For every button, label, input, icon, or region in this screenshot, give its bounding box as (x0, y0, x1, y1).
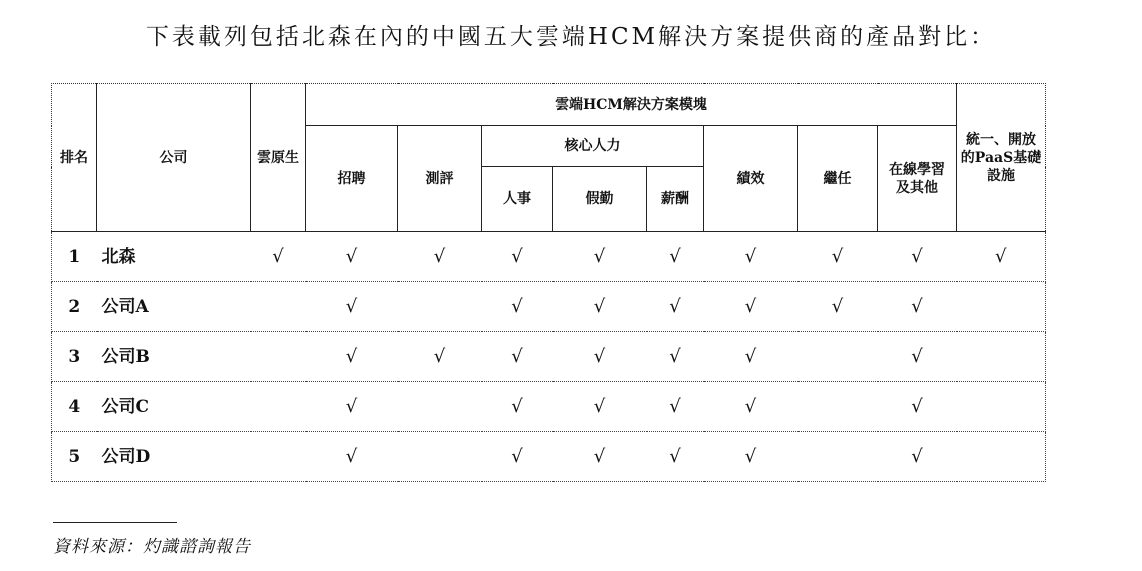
checkmark-cell: √ (398, 232, 482, 282)
rank-cell: 5 (52, 432, 97, 482)
checkmark-cell: √ (482, 282, 553, 332)
checkmark-cell: √ (878, 332, 957, 382)
checkmark-cell: √ (878, 382, 957, 432)
checkmark-cell: √ (306, 232, 398, 282)
checkmark-cell: √ (704, 282, 798, 332)
checkmark-cell: √ (306, 382, 398, 432)
table-row (52, 232, 1046, 282)
header-attendance: 假勤 (553, 167, 647, 232)
checkmark-cell: √ (878, 282, 957, 332)
checkmark-cell: √ (957, 232, 1046, 282)
checkmark-cell (398, 432, 482, 482)
header-recruit: 招聘 (306, 126, 398, 232)
header-paas: 統一、開放的PaaS基礎設施 (957, 84, 1046, 232)
rank-cell: 2 (52, 282, 97, 332)
rank-cell: 4 (52, 382, 97, 432)
company-cell: 北森 (97, 232, 251, 282)
checkmark-cell (251, 432, 306, 482)
header-assessment: 測評 (398, 126, 482, 232)
checkmark-cell (957, 382, 1046, 432)
table-row (52, 382, 1046, 432)
checkmark-cell (957, 282, 1046, 332)
checkmark-cell (798, 332, 878, 382)
header-performance: 績效 (704, 126, 798, 232)
rank-cell: 1 (52, 232, 97, 282)
table-row (52, 332, 1046, 382)
checkmark-cell: √ (306, 432, 398, 482)
checkmark-cell: √ (798, 232, 878, 282)
checkmark-cell: √ (482, 332, 553, 382)
checkmark-cell (957, 432, 1046, 482)
header-module-group: 雲端HCM解決方案模塊 (306, 84, 957, 126)
checkmark-cell: √ (306, 282, 398, 332)
header-personnel: 人事 (482, 167, 553, 232)
header-payroll: 薪酬 (647, 167, 704, 232)
table-row (52, 432, 1046, 482)
source-divider (53, 522, 177, 523)
checkmark-cell (798, 432, 878, 482)
checkmark-cell: √ (704, 332, 798, 382)
checkmark-cell (251, 382, 306, 432)
checkmark-cell (251, 332, 306, 382)
checkmark-cell: √ (306, 332, 398, 382)
company-cell: 公司D (97, 432, 251, 482)
table-row (52, 282, 1046, 332)
checkmark-cell: √ (482, 432, 553, 482)
checkmark-cell: √ (482, 232, 553, 282)
checkmark-cell: √ (704, 382, 798, 432)
checkmark-cell: √ (553, 332, 647, 382)
header-company: 公司 (97, 84, 251, 232)
company-cell: 公司A (97, 282, 251, 332)
checkmark-cell (798, 382, 878, 432)
rank-cell: 3 (52, 332, 97, 382)
checkmark-cell: √ (647, 232, 704, 282)
checkmark-cell: √ (878, 232, 957, 282)
checkmark-cell: √ (251, 232, 306, 282)
checkmark-cell: √ (553, 432, 647, 482)
header-rank: 排名 (52, 84, 97, 232)
checkmark-cell: √ (878, 432, 957, 482)
checkmark-cell: √ (398, 332, 482, 382)
checkmark-cell: √ (647, 332, 704, 382)
checkmark-cell: √ (553, 282, 647, 332)
checkmark-cell: √ (704, 232, 798, 282)
checkmark-cell: √ (647, 282, 704, 332)
checkmark-cell: √ (553, 232, 647, 282)
checkmark-cell: √ (553, 382, 647, 432)
checkmark-cell: √ (704, 432, 798, 482)
checkmark-cell (398, 382, 482, 432)
checkmark-cell: √ (647, 432, 704, 482)
checkmark-cell (398, 282, 482, 332)
checkmark-cell (957, 332, 1046, 382)
header-cloud-native: 雲原生 (251, 84, 306, 232)
intro-text: 下表載列包括北森在內的中國五大雲端HCM解決方案提供商的產品對比： (145, 24, 997, 50)
checkmark-cell: √ (798, 282, 878, 332)
checkmark-cell (251, 282, 306, 332)
company-cell: 公司B (97, 332, 251, 382)
checkmark-cell: √ (482, 382, 553, 432)
comparison-table (51, 83, 1046, 482)
header-core-hr: 核心人力 (482, 126, 704, 167)
company-cell: 公司C (97, 382, 251, 432)
source-note: 資料來源：灼識諮詢報告 (53, 537, 251, 557)
checkmark-cell: √ (647, 382, 704, 432)
header-succession: 繼任 (798, 126, 878, 232)
header-learning: 在線學習及其他 (878, 126, 957, 232)
